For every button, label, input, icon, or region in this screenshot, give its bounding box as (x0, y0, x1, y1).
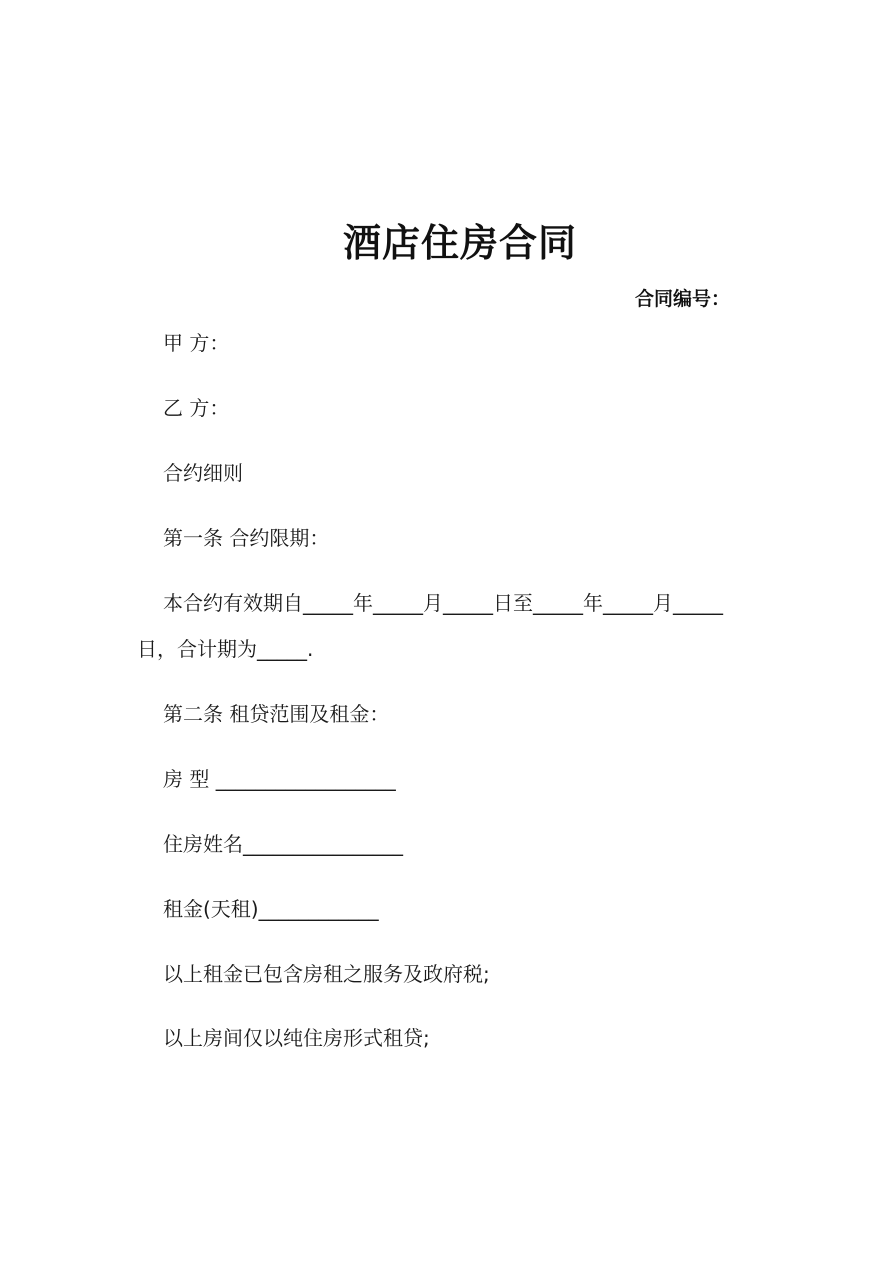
daily-rent-line: 租金(天租)____________ (163, 897, 379, 921)
details-heading: 合约细则 (163, 461, 243, 485)
note-tax-included: 以上租金已包含房租之服务及政府税; (163, 962, 490, 986)
contract-number-label: 合同编号： (634, 288, 730, 310)
article-1-text-line-2: 日，合计期为_____. (137, 637, 314, 661)
guest-name-line: 住房姓名________________ (163, 832, 403, 856)
article-1-heading: 第一条 合约限期： (163, 526, 330, 550)
room-type-line: 房 型 __________________ (163, 767, 396, 791)
article-1-text-line-1: 本合约有效期自_____年_____月_____日至_____年_____月_____ (163, 591, 723, 615)
party-b-line: 乙 方： (163, 396, 230, 420)
note-residential-only: 以上房间仅以纯住房形式租贷; (163, 1026, 430, 1050)
article-2-heading: 第二条 租贷范围及租金： (163, 702, 390, 726)
party-a-line: 甲 方： (163, 331, 230, 355)
contract-title: 酒店住房合同 (342, 221, 577, 265)
